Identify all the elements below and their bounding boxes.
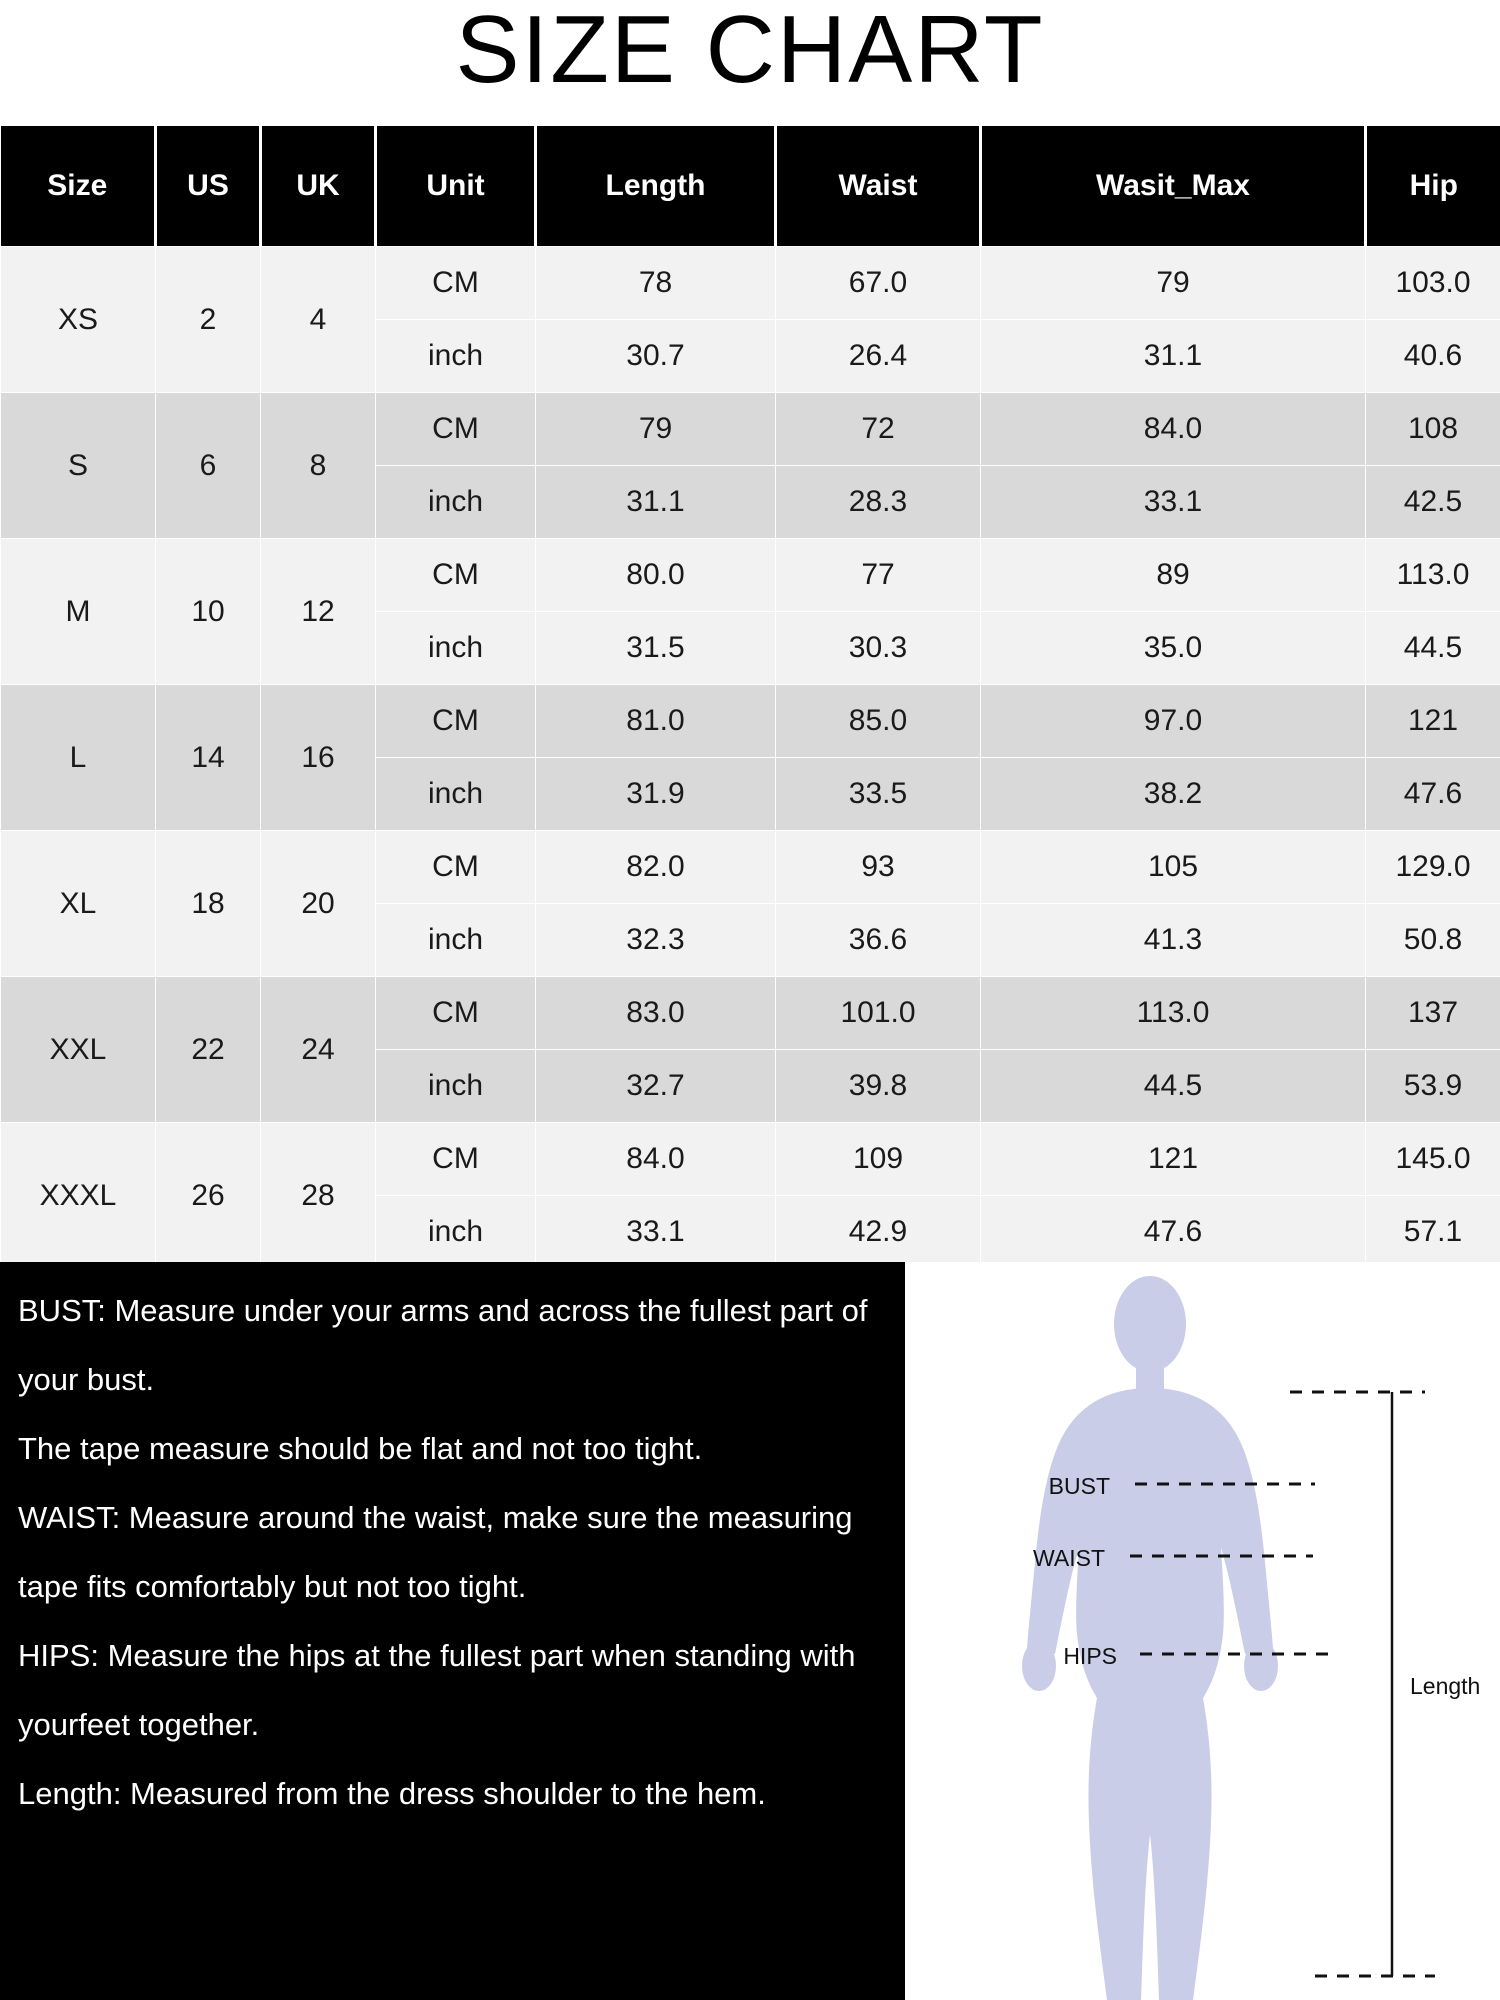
table-row: [1, 685, 1500, 758]
cell-length: 81.0: [536, 685, 776, 758]
column-header-unit: Unit: [376, 126, 536, 247]
cell-length: 78: [536, 247, 776, 320]
cell-waist-max: 47.6: [981, 1196, 1366, 1269]
cell-waist-max: 33.1: [981, 466, 1366, 539]
cell-uk: 4: [261, 247, 376, 393]
cell-us: 2: [156, 247, 261, 393]
table-header-row: [1, 126, 1500, 247]
cell-uk: 16: [261, 685, 376, 831]
cell-waist: 93: [776, 831, 981, 904]
note-length: Length: Measured from the dress shoulder to the hem.: [18, 1776, 766, 1811]
cell-length: 32.7: [536, 1050, 776, 1123]
cell-hip: 145.0: [1366, 1123, 1500, 1196]
cell-size: XXXL: [1, 1123, 156, 1269]
cell-waist: 85.0: [776, 685, 981, 758]
cell-unit: CM: [376, 1123, 536, 1196]
cell-hip: 50.8: [1366, 904, 1500, 977]
table-row: [1, 393, 1500, 466]
cell-waist-max: 35.0: [981, 612, 1366, 685]
cell-length: 83.0: [536, 977, 776, 1050]
cell-unit: CM: [376, 685, 536, 758]
cell-length: 82.0: [536, 831, 776, 904]
cell-waist-max: 121: [981, 1123, 1366, 1196]
cell-size: XL: [1, 831, 156, 977]
hips-label: HIPS: [1063, 1643, 1117, 1669]
cell-length: 80.0: [536, 539, 776, 612]
cell-length: 84.0: [536, 1123, 776, 1196]
column-header-waist: Waist: [776, 126, 981, 247]
cell-size: S: [1, 393, 156, 539]
cell-waist-max: 89: [981, 539, 1366, 612]
cell-waist-max: 38.2: [981, 758, 1366, 831]
cell-uk: 12: [261, 539, 376, 685]
cell-hip: 44.5: [1366, 612, 1500, 685]
column-header-waist-max: Wasit_Max: [981, 126, 1366, 247]
cell-waist-max: 105: [981, 831, 1366, 904]
cell-hip: 57.1: [1366, 1196, 1500, 1269]
cell-unit: inch: [376, 1050, 536, 1123]
column-header-size: Size: [1, 126, 156, 247]
column-header-length: Length: [536, 126, 776, 247]
size-chart-table: [0, 126, 1500, 1269]
cell-waist-max: 44.5: [981, 1050, 1366, 1123]
cell-hip: 137: [1366, 977, 1500, 1050]
cell-us: 26: [156, 1123, 261, 1269]
table-row: [1, 247, 1500, 320]
measurement-guide-section: [0, 1262, 1500, 2000]
cell-hip: 121: [1366, 685, 1500, 758]
cell-unit: inch: [376, 1196, 536, 1269]
cell-hip: 40.6: [1366, 320, 1500, 393]
column-header-us: US: [156, 126, 261, 247]
cell-unit: CM: [376, 831, 536, 904]
note-bust: BUST: Measure under your arms and across the fullest part of your bust.: [18, 1293, 877, 1397]
cell-hip: 42.5: [1366, 466, 1500, 539]
cell-us: 6: [156, 393, 261, 539]
cell-unit: CM: [376, 393, 536, 466]
body-diagram: [905, 1262, 1500, 2000]
cell-length: 31.9: [536, 758, 776, 831]
note-waist: WAIST: Measure around the waist, make sure the measuring tape fits comfortably but not too tight.: [18, 1500, 862, 1604]
table-row: [1, 539, 1500, 612]
cell-length: 31.1: [536, 466, 776, 539]
cell-length: 30.7: [536, 320, 776, 393]
cell-uk: 8: [261, 393, 376, 539]
note-hips: HIPS: Measure the hips at the fullest part when standing with yourfeet together.: [18, 1638, 865, 1742]
cell-waist: 72: [776, 393, 981, 466]
cell-size: M: [1, 539, 156, 685]
note-tape: The tape measure should be flat and not too tight.: [18, 1431, 703, 1466]
cell-size: L: [1, 685, 156, 831]
cell-waist-max: 31.1: [981, 320, 1366, 393]
cell-uk: 20: [261, 831, 376, 977]
cell-waist-max: 79: [981, 247, 1366, 320]
female-silhouette-icon: [905, 1262, 1500, 2000]
measurement-instructions: [0, 1262, 905, 2000]
cell-waist-max: 41.3: [981, 904, 1366, 977]
cell-us: 22: [156, 977, 261, 1123]
cell-uk: 24: [261, 977, 376, 1123]
cell-us: 14: [156, 685, 261, 831]
table-row: [1, 1123, 1500, 1196]
column-header-hip: Hip: [1366, 126, 1500, 247]
cell-waist: 26.4: [776, 320, 981, 393]
cell-waist: 39.8: [776, 1050, 981, 1123]
cell-hip: 53.9: [1366, 1050, 1500, 1123]
cell-waist: 36.6: [776, 904, 981, 977]
bust-label: BUST: [1048, 1473, 1110, 1499]
cell-waist: 28.3: [776, 466, 981, 539]
cell-waist: 33.5: [776, 758, 981, 831]
page-title: SIZE CHART: [455, 0, 1045, 103]
cell-waist-max: 113.0: [981, 977, 1366, 1050]
column-header-uk: UK: [261, 126, 376, 247]
cell-unit: inch: [376, 758, 536, 831]
cell-waist: 101.0: [776, 977, 981, 1050]
cell-hip: 47.6: [1366, 758, 1500, 831]
cell-hip: 129.0: [1366, 831, 1500, 904]
cell-length: 31.5: [536, 612, 776, 685]
cell-us: 18: [156, 831, 261, 977]
table-row: [1, 831, 1500, 904]
cell-length: 32.3: [536, 904, 776, 977]
waist-label: WAIST: [1033, 1545, 1105, 1571]
cell-unit: CM: [376, 247, 536, 320]
cell-waist: 77: [776, 539, 981, 612]
cell-unit: inch: [376, 612, 536, 685]
cell-unit: CM: [376, 539, 536, 612]
cell-uk: 28: [261, 1123, 376, 1269]
cell-hip: 108: [1366, 393, 1500, 466]
cell-unit: inch: [376, 320, 536, 393]
cell-waist: 109: [776, 1123, 981, 1196]
cell-size: XS: [1, 247, 156, 393]
cell-waist: 42.9: [776, 1196, 981, 1269]
cell-waist-max: 97.0: [981, 685, 1366, 758]
cell-hip: 103.0: [1366, 247, 1500, 320]
cell-waist: 67.0: [776, 247, 981, 320]
table-row: [1, 977, 1500, 1050]
cell-us: 10: [156, 539, 261, 685]
cell-length: 33.1: [536, 1196, 776, 1269]
cell-waist-max: 84.0: [981, 393, 1366, 466]
cell-size: XXL: [1, 977, 156, 1123]
cell-waist: 30.3: [776, 612, 981, 685]
cell-length: 79: [536, 393, 776, 466]
length-label: Length: [1410, 1673, 1481, 1699]
cell-unit: inch: [376, 904, 536, 977]
cell-unit: CM: [376, 977, 536, 1050]
cell-hip: 113.0: [1366, 539, 1500, 612]
cell-unit: inch: [376, 466, 536, 539]
